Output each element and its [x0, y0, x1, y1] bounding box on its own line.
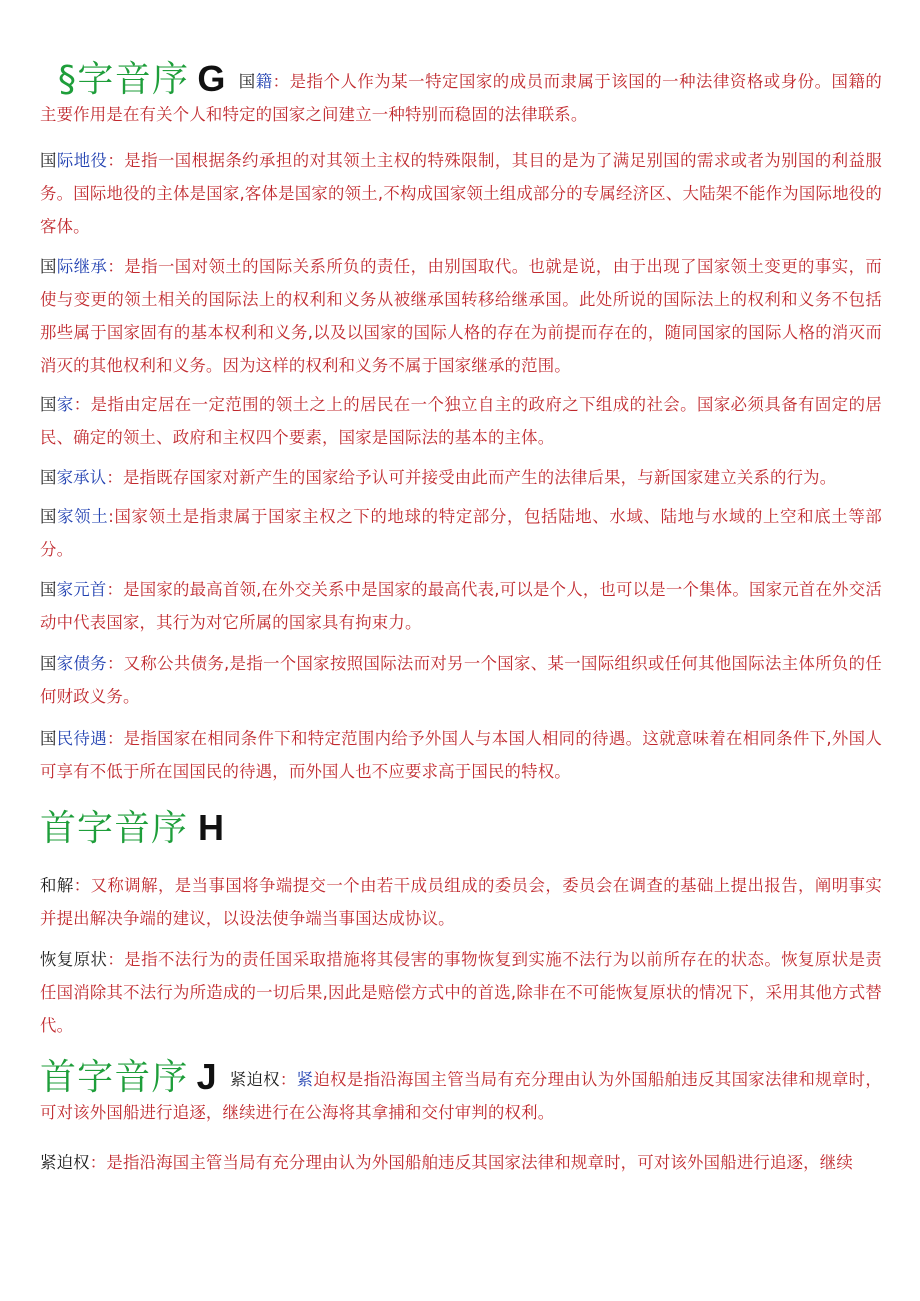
definition-text: 是指一国根据条约承担的对其领土主权的特殊限制，其目的是为了满足别国的需求或者为别国的利益服务。国际地役的主体是国家,客体是国家的领土,不构成国家领土组成部分的专属经济区、大陆架不能作为国际地役的客体。 — [40, 151, 883, 236]
term-separator: ： — [73, 876, 91, 895]
section-heading-g — [58, 59, 238, 100]
term-separator: ： — [279, 1070, 297, 1089]
section-heading-j — [40, 1057, 230, 1098]
definition-text: 国家领土是指隶属于国家主权之下的地球的特定部分，包括陆地、水域、陆地与水域的上空和底土等部分。 — [40, 507, 883, 559]
term-char: 国 — [238, 72, 256, 91]
term-rest: 际继承 — [56, 257, 108, 276]
term-rest: 家债务 — [56, 654, 107, 673]
term-char: 紧 — [296, 1070, 314, 1089]
term-rest: 家承认 — [56, 468, 107, 487]
term-char: 国 — [40, 395, 57, 414]
definition-text: 又称公共债务,是指一个国家按照国际法而对另一个国家、某一国际组织或任何其他国际法主体所负的任何财政义务。 — [40, 654, 882, 706]
entry-jinpoquan-2 — [40, 1146, 882, 1179]
term: 紧迫权 — [40, 1153, 90, 1172]
entry-guomin-daiyu — [40, 722, 882, 788]
term-rest: 籍 — [255, 72, 273, 91]
section-heading-text: 首字音序 — [40, 1057, 189, 1098]
section-heading-text: §字音序 — [58, 59, 190, 100]
entry-guojia-yuanshou — [40, 573, 882, 639]
entry-guojia-lingtu — [40, 500, 882, 566]
section-heading-text: 首字音序 — [40, 808, 189, 849]
definition-text: 是指国家在相同条件下和特定范围内给予外国人与本国人相同的待遇。这就意味着在相同条件下,外国人可享有不低于所在国国民的待遇，而外国人也不应要求高于国民的特权。 — [40, 729, 882, 781]
definition-text: 是指既存国家对新产生的国家给予认可并接受由此而产生的法律后果，与新国家建立关系的行为。 — [122, 468, 837, 487]
term-rest: 民待遇 — [56, 729, 107, 748]
term-char: 国 — [40, 654, 57, 673]
term-separator: ： — [107, 257, 125, 276]
term-separator: ： — [107, 950, 125, 969]
definition-text: 是国家的最高首领,在外交关系中是国家的最高代表,可以是个人，也可以是一个集体。国家元首在外交活动中代表国家，其行为对它所属的国家具有拘束力。 — [40, 580, 882, 632]
entry-guoji-jicheng — [40, 250, 882, 382]
entry-guojia-zhaiwu — [40, 647, 882, 713]
entry-guojia-chengren — [40, 461, 882, 494]
term-separator: ： — [107, 151, 125, 170]
term-char: 国 — [40, 151, 57, 170]
term-separator: ： — [73, 395, 91, 414]
term-separator: ： — [106, 729, 124, 748]
entry-huifu-yuanzhuang — [40, 943, 882, 1042]
term-char: 国 — [40, 468, 57, 487]
definition-text: 是指由定居在一定范围的领土之上的居民在一个独立自主的政府之下组成的社会。国家必须具备有固定的居民、确定的领土、政府和主权四个要素，国家是国际法的基本的主体。 — [40, 395, 883, 447]
term-separator: ： — [106, 654, 124, 673]
definition-text: 是指一国对领土的国际关系所负的责任，由别国取代。也就是说，由于出现了国家领土变更的事实，而使与变更的领土相关的国际法上的权利和义务从被继承国转移给继承国。此处所说的国际法上的权利和义务不包括那些属于国家固有的基本权利和义务,以及以国家的国际人格的存在为前提而存在的，随同国家的国际人格的消灭而消灭的其他权利和义务。因为这样的权利和义务不属于国家继承的范围。 — [40, 257, 883, 375]
entry-jinpoquan-1 — [40, 1056, 882, 1129]
section-letter: H — [198, 807, 226, 848]
section-heading-h — [40, 806, 225, 851]
term: 和解 — [40, 876, 74, 895]
term-char: 国 — [40, 507, 58, 526]
definition-text: 是指沿海国主管当局有充分理由认为外国船舶违反其国家法律和规章时，可对该外国船进行追逐，继续 — [106, 1153, 853, 1172]
term: 恢复原状 — [40, 950, 108, 969]
term-rest: 际地役 — [56, 151, 108, 170]
term-separator: ： — [106, 580, 124, 599]
term-separator: ： — [89, 1153, 107, 1172]
section-letter: J — [196, 1056, 218, 1097]
section-letter: G — [197, 58, 227, 99]
entry-guoji — [40, 58, 882, 131]
definition-text: 迫权是指沿海国主管当局有充分理由认为外国船舶违反其国家法律和规章时，可对该外国船进行追逐，继续进行在公海将其拿捕和交付审判的权利。 — [40, 1070, 882, 1122]
definition-text: 又称调解，是当事国将争端提交一个由若干成员组成的委员会，委员会在调查的基础上提出报告，阐明事实并提出解决争端的建议，以设法使争端当事国达成协议。 — [40, 876, 883, 928]
definition-text: 是指不法行为的责任国采取措施将其侵害的事物恢复到实施不法行为以前所存在的状态。恢复原状是责任国消除其不法行为所造成的一切后果,因此是赔偿方式中的首选,除非在不可能恢复原状的情况下，采用其他方式替代。 — [40, 950, 883, 1035]
term-separator: ： — [272, 72, 290, 91]
term-rest: 家领土 — [57, 507, 109, 526]
definition-text: 是指个人作为某一特定国家的成员而隶属于该国的一种法律资格或身份。国籍的主要作用是在有关个人和特定的国家之间建立一种特别而稳固的法律联系。 — [40, 72, 882, 124]
term-separator: ： — [106, 468, 123, 487]
term-rest: 家 — [56, 395, 74, 414]
entry-guoji-diyi — [40, 144, 882, 243]
term-separator: : — [108, 507, 115, 526]
entry-hejie — [40, 869, 882, 935]
term-rest: 家元首 — [56, 580, 107, 599]
entry-guojia — [40, 388, 882, 454]
term-char: 国 — [40, 580, 57, 599]
term-char: 国 — [40, 729, 57, 748]
term: 紧迫权 — [229, 1070, 280, 1089]
term-char: 国 — [40, 257, 57, 276]
